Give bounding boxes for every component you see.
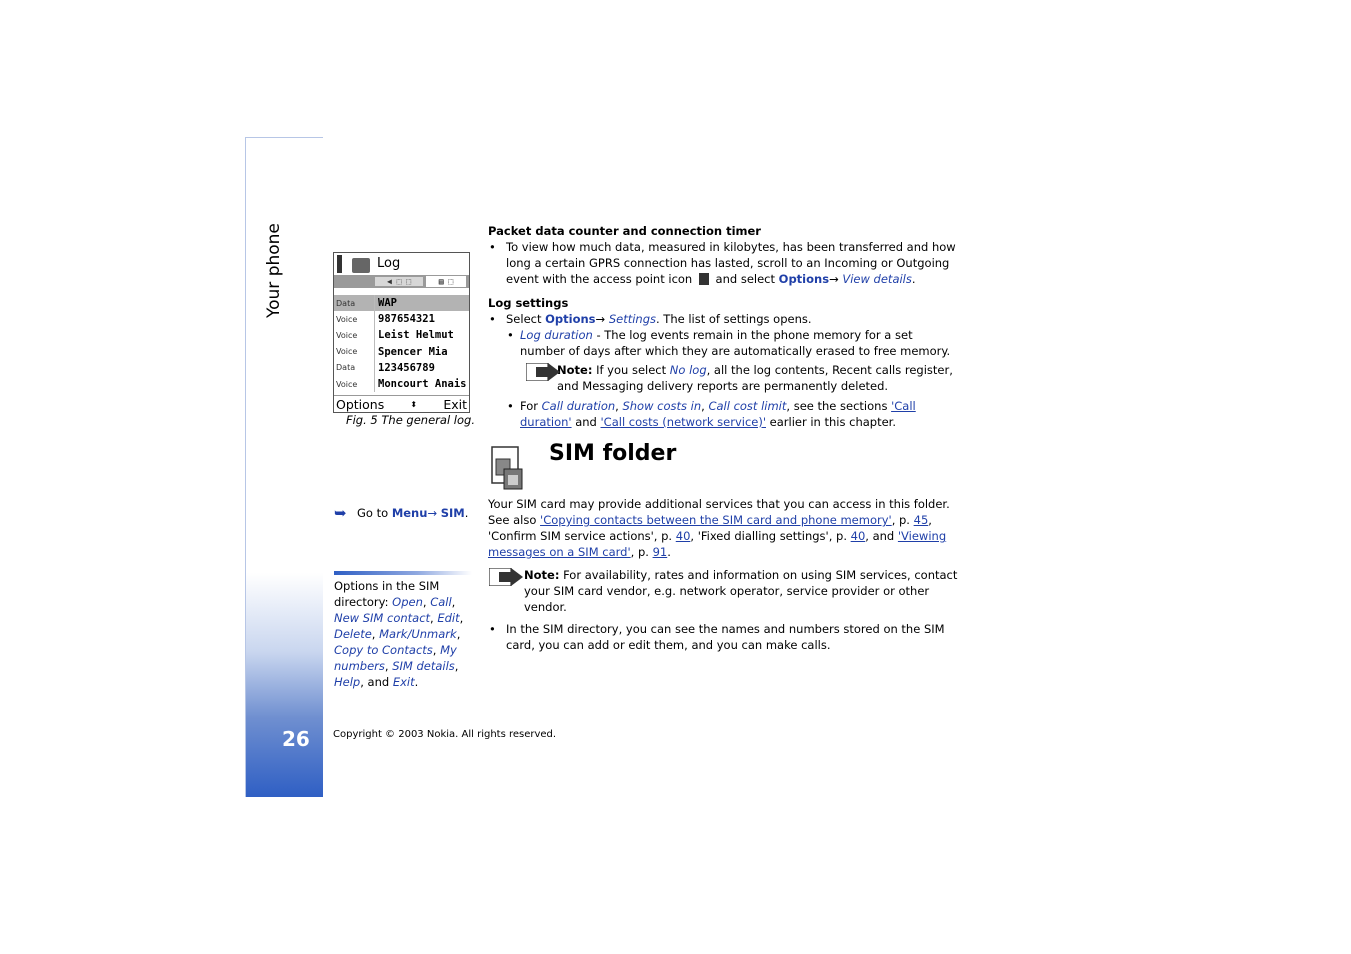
packet-text-2: and select <box>715 272 776 286</box>
option-item: Call <box>430 595 452 609</box>
note-sim-services <box>488 567 958 615</box>
and-word: and <box>575 415 597 429</box>
option-item: My numbers <box>334 643 457 673</box>
list-item <box>334 360 469 376</box>
scroll-arrows-icon: ⬍ <box>410 399 418 409</box>
sidebar-band <box>245 137 323 797</box>
no-log-term: No log <box>669 363 707 377</box>
option-item: New SIM contact <box>334 611 431 625</box>
goto-arrow: → <box>427 506 438 520</box>
sim-directory-bullet: • In the SIM directory, you can see the names and numbers stored on the SIM card, you can add or edit them, and you can make calls. <box>488 621 958 653</box>
note-arrow-icon <box>526 363 560 381</box>
list-item <box>334 311 469 327</box>
row-name: WAP <box>374 295 469 311</box>
call-terms-bullet: • For Call duration, Show costs in, Call cost limit, see the sections 'Call duration' and 'Call costs (network service)' earlier in this chapter. <box>488 398 958 430</box>
link-call-duration[interactable]: 'Call duration' <box>520 399 916 429</box>
view-details-term: View details <box>842 272 912 286</box>
link-viewing-messages[interactable]: 'Viewing messages on a SIM card' <box>488 529 947 559</box>
fixed-text: , 'Fixed dialling settings', p. <box>690 529 847 543</box>
page-ref-label: , p. <box>891 513 910 527</box>
for-word: For <box>520 399 538 413</box>
goto-sim: SIM <box>440 506 465 520</box>
note-arrow-icon <box>489 568 523 586</box>
option-item: SIM details <box>392 659 455 673</box>
list-item <box>334 327 469 343</box>
option-item: Open <box>392 595 423 609</box>
phone-log-list <box>334 295 469 392</box>
signal-icon <box>337 255 342 273</box>
select-word: Select <box>506 312 542 326</box>
log-app-icon <box>352 258 370 273</box>
link-page-45[interactable]: 45 <box>913 513 929 527</box>
row-name: Leist Helmut <box>374 327 469 343</box>
sim-folder-icon <box>490 445 528 493</box>
arrow: → <box>829 272 839 286</box>
page-ref-label: , p. <box>630 545 649 559</box>
log-settings-heading: Log settings <box>488 296 569 310</box>
arrow: → <box>595 312 606 326</box>
page-title: SIM folder <box>549 441 677 466</box>
list-item <box>334 376 469 392</box>
log-duration-term: Log duration <box>520 328 593 342</box>
row-name: Moncourt Anais <box>374 376 469 392</box>
goto-end: . <box>464 506 469 520</box>
divider <box>334 571 472 575</box>
link-page-40[interactable]: 40 <box>675 529 691 543</box>
sim-intro-paragraph <box>488 496 958 560</box>
row-type: Voice <box>336 347 358 357</box>
show-costs-term: Show costs in <box>622 399 702 413</box>
softkey-options: Options <box>336 396 385 412</box>
row-type: Data <box>336 298 356 308</box>
goto-menu: Menu <box>391 506 428 520</box>
row-type: Voice <box>336 330 358 340</box>
note-text-a: If you select <box>596 363 667 377</box>
phone-screen-figure <box>333 252 470 413</box>
phone-header <box>334 253 469 275</box>
option-item: Mark/Unmark <box>379 627 457 641</box>
link-page-91[interactable]: 91 <box>652 545 668 559</box>
row-name: 987654321 <box>374 311 469 327</box>
options-term: Options <box>778 272 830 286</box>
sim-intro-text: Your SIM card may provide additional services that you can access in this folder. See also <box>488 497 950 527</box>
note-label: Note: <box>557 363 593 377</box>
option-item: Exit <box>392 675 415 689</box>
note-text-b: , all the log contents, Recent calls register, and Messaging delivery reports are permanently deleted. <box>557 363 953 393</box>
options-lead: Options in the SIM directory: <box>334 579 440 609</box>
packet-heading: Packet data counter and connection timer <box>488 224 761 238</box>
settings-tail: . The list of settings opens. <box>656 312 812 326</box>
see-sections: , see the sections <box>786 399 888 413</box>
row-name: 123456789 <box>374 360 469 376</box>
list-item <box>334 344 469 360</box>
call-cost-limit-term: Call cost limit <box>708 399 787 413</box>
figure-caption: Fig. 5 The general log. <box>346 413 475 427</box>
sim-folder-heading <box>488 441 958 496</box>
option-item: Copy to Contacts <box>334 643 433 657</box>
options-term: Options <box>545 312 596 326</box>
row-type: Voice <box>336 379 358 389</box>
row-name: Spencer Mia <box>374 344 469 360</box>
page-number: 26 <box>282 727 310 751</box>
packet-text: To view how much data, measured in kilobytes, has been transferred and how long a certain GPRS connection has lasted, scroll to an Incoming or Outgoing event with the access point icon <box>506 240 956 286</box>
goto-instruction <box>334 506 468 520</box>
link-copying-contacts[interactable]: 'Copying contacts between the SIM card and phone memory' <box>540 513 892 527</box>
tab-arrow-icon: ◀ ⬚ ⬚ <box>375 277 423 286</box>
option-item: Edit <box>437 611 460 625</box>
phone-tabbar <box>334 275 469 288</box>
sim-options-list: Options in the SIM directory: Open, Call, New SIM contact, Edit, Delete, Mark/Unmark, Copy to Contacts, My numbers, SIM details, Help, and Exit. <box>334 579 464 689</box>
row-type: Voice <box>336 314 358 324</box>
confirm-text: , 'Confirm SIM service actions', p. <box>488 513 932 543</box>
option-item: Delete <box>334 627 372 641</box>
row-type: Data <box>336 363 356 373</box>
softkey-exit: Exit <box>443 396 467 412</box>
earlier-text: earlier in this chapter. <box>769 415 897 429</box>
log-duration-text: - The log events remain in the phone memory for a set number of days after which they are automatically erased to free memory. <box>520 328 951 358</box>
section-title: Your phone <box>264 223 284 318</box>
log-settings-bullet <box>488 311 958 327</box>
goto-prefix: Go to <box>357 506 389 520</box>
and-text: , and <box>865 529 895 543</box>
phone-softkeys <box>334 395 469 412</box>
main-content <box>488 223 958 653</box>
settings-term: Settings <box>608 312 656 326</box>
call-duration-term: Call duration <box>541 399 616 413</box>
log-duration-bullet <box>488 327 958 359</box>
link-call-costs[interactable]: 'Call costs (network service)' <box>600 415 766 429</box>
link-page-40b[interactable]: 40 <box>850 529 866 543</box>
packet-bullet: • To view how much data, measured in kilobytes, has been transferred and how long a certain GPRS connection has lasted, scroll to an Incoming or Outgoing event with the access point icon and select Options→ View details. <box>488 239 958 287</box>
tab-active-icon: ▤ ⬚ <box>426 276 466 287</box>
access-point-icon <box>699 273 709 285</box>
phone-title: Log <box>377 256 401 271</box>
note-no-log <box>488 362 958 394</box>
note-text: For availability, rates and information on using SIM services, contact your SIM card vendor, e.g. network operator, service provider or other vendor. <box>524 568 958 614</box>
list-item <box>334 295 469 311</box>
note-label: Note: <box>524 568 560 582</box>
goto-arrow-icon: ➥ <box>334 504 347 522</box>
option-item: Help <box>334 675 361 689</box>
copyright: Copyright © 2003 Nokia. All rights reserved. <box>333 729 557 740</box>
period: . <box>667 545 671 559</box>
